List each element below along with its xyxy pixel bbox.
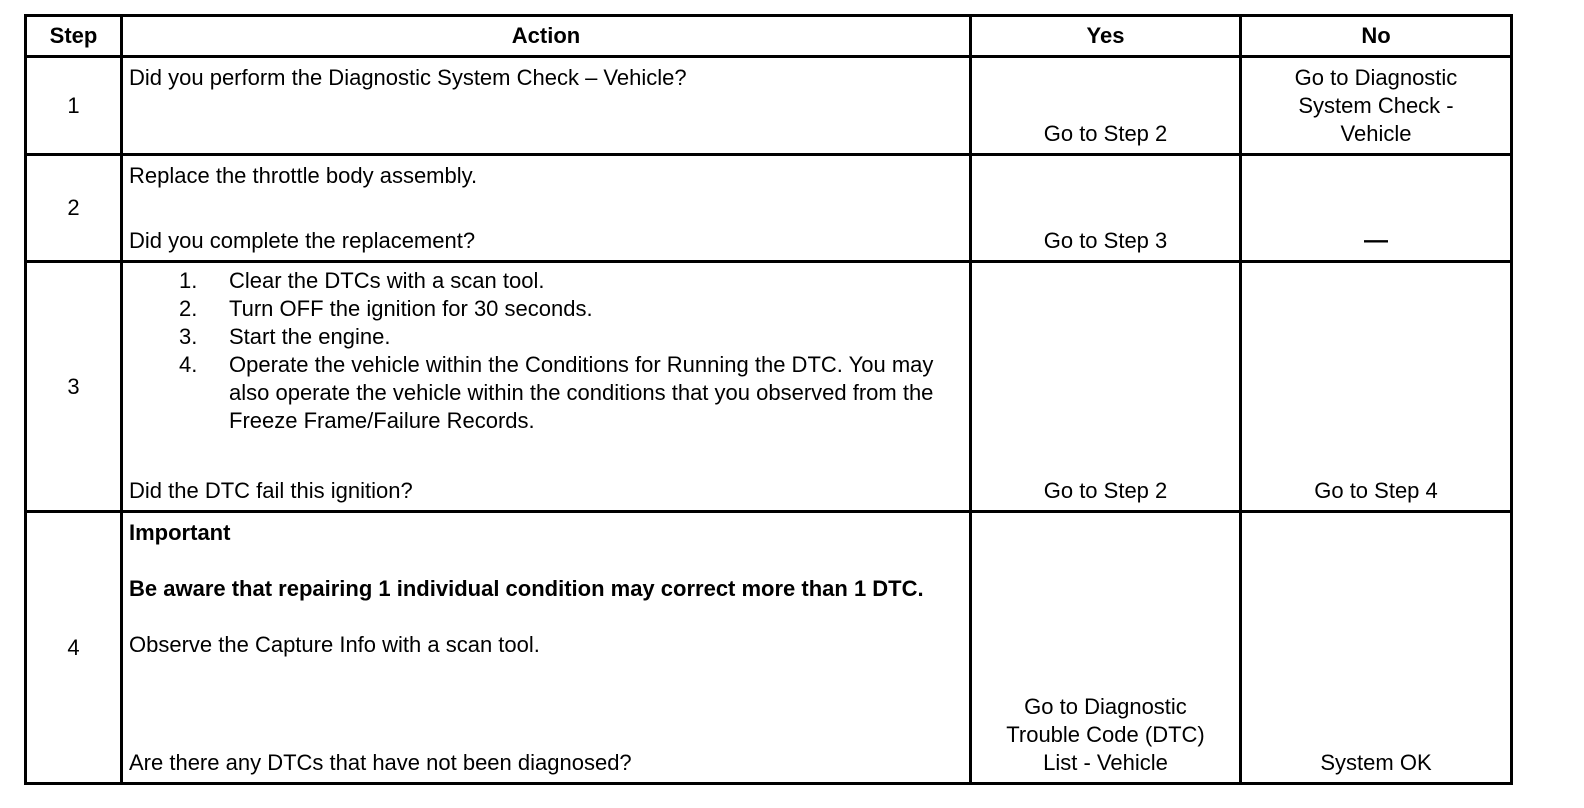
list-item bbox=[129, 295, 963, 323]
yes-line: Go to Step 2 bbox=[1043, 121, 1168, 146]
yes-result bbox=[972, 477, 1239, 505]
step-number: 4 bbox=[26, 512, 122, 784]
header-row bbox=[26, 16, 1512, 57]
diagnostic-table bbox=[24, 14, 1513, 785]
no-line: System OK bbox=[1320, 750, 1432, 775]
no-line: System Check - bbox=[1298, 93, 1454, 118]
no-line: Go to Step 4 bbox=[1314, 478, 1438, 503]
yes-cell bbox=[971, 262, 1241, 512]
no-result bbox=[1242, 227, 1510, 255]
table-row bbox=[26, 155, 1512, 262]
step-number: 2 bbox=[26, 155, 122, 262]
yes-cell bbox=[971, 155, 1241, 262]
list-text: Clear the DTCs with a scan tool. bbox=[229, 268, 545, 293]
list-item bbox=[129, 323, 963, 351]
em-dash: — bbox=[1364, 227, 1388, 254]
list-text: Start the engine. bbox=[229, 324, 391, 349]
list-item bbox=[129, 267, 963, 295]
yes-cell bbox=[971, 512, 1241, 784]
list-number: 1. bbox=[179, 268, 198, 293]
yes-line: Go to Diagnostic bbox=[1024, 694, 1187, 719]
yes-line: List - Vehicle bbox=[1043, 750, 1168, 775]
procedure-list bbox=[129, 267, 963, 435]
action-question: Are there any DTCs that have not been diagnosed? bbox=[129, 750, 632, 775]
header-yes: Yes bbox=[971, 16, 1241, 57]
yes-result bbox=[972, 693, 1239, 777]
no-cell bbox=[1241, 262, 1512, 512]
list-number: 4. bbox=[179, 352, 198, 377]
table-row bbox=[26, 57, 1512, 155]
step-number: 1 bbox=[26, 57, 122, 155]
yes-result bbox=[972, 120, 1239, 148]
yes-line: Trouble Code (DTC) bbox=[1006, 722, 1205, 747]
yes-cell bbox=[971, 57, 1241, 155]
yes-line: Go to Step 3 bbox=[1043, 228, 1168, 253]
action-text: Replace the throttle body assembly. bbox=[129, 163, 478, 188]
action-cell bbox=[122, 57, 971, 155]
list-text: Turn OFF the ignition for 30 seconds. bbox=[229, 296, 593, 321]
header-action: Action bbox=[122, 16, 971, 57]
step-number: 3 bbox=[26, 262, 122, 512]
list-number: 3. bbox=[179, 324, 198, 349]
action-list-wrap bbox=[123, 263, 969, 435]
no-result bbox=[1242, 749, 1510, 777]
yes-line: Go to Step 2 bbox=[1043, 478, 1168, 503]
action-cell bbox=[122, 262, 971, 512]
list-text: Operate the vehicle within the Conditions for Running the DTC. You may also operate the vehicle within the conditions that you observed from the Freeze Frame/Failure Records. bbox=[229, 352, 934, 433]
important-block bbox=[123, 513, 969, 659]
list-item bbox=[129, 351, 963, 435]
no-line: Vehicle bbox=[1340, 121, 1412, 146]
table-row bbox=[26, 512, 1512, 784]
observe-text: Observe the Capture Info with a scan tool. bbox=[129, 632, 540, 657]
important-label: Important bbox=[129, 520, 231, 545]
no-line: Go to Diagnostic bbox=[1294, 65, 1458, 90]
no-cell bbox=[1241, 512, 1512, 784]
no-result bbox=[1242, 58, 1510, 148]
no-cell bbox=[1241, 57, 1512, 155]
no-result bbox=[1242, 477, 1510, 505]
action-cell bbox=[122, 155, 971, 262]
yes-result bbox=[972, 227, 1239, 255]
action-question: Did you complete the replacement? bbox=[129, 228, 476, 253]
action-text: Did you perform the Diagnostic System Check – Vehicle? bbox=[129, 65, 687, 90]
table-row bbox=[26, 262, 1512, 512]
action-cell bbox=[122, 512, 971, 784]
action-question: Did the DTC fail this ignition? bbox=[129, 478, 413, 503]
no-cell bbox=[1241, 155, 1512, 262]
header-step: Step bbox=[26, 16, 122, 57]
header-no: No bbox=[1241, 16, 1512, 57]
list-number: 2. bbox=[179, 296, 198, 321]
important-text: Be aware that repairing 1 individual condition may correct more than 1 DTC. bbox=[129, 576, 924, 601]
